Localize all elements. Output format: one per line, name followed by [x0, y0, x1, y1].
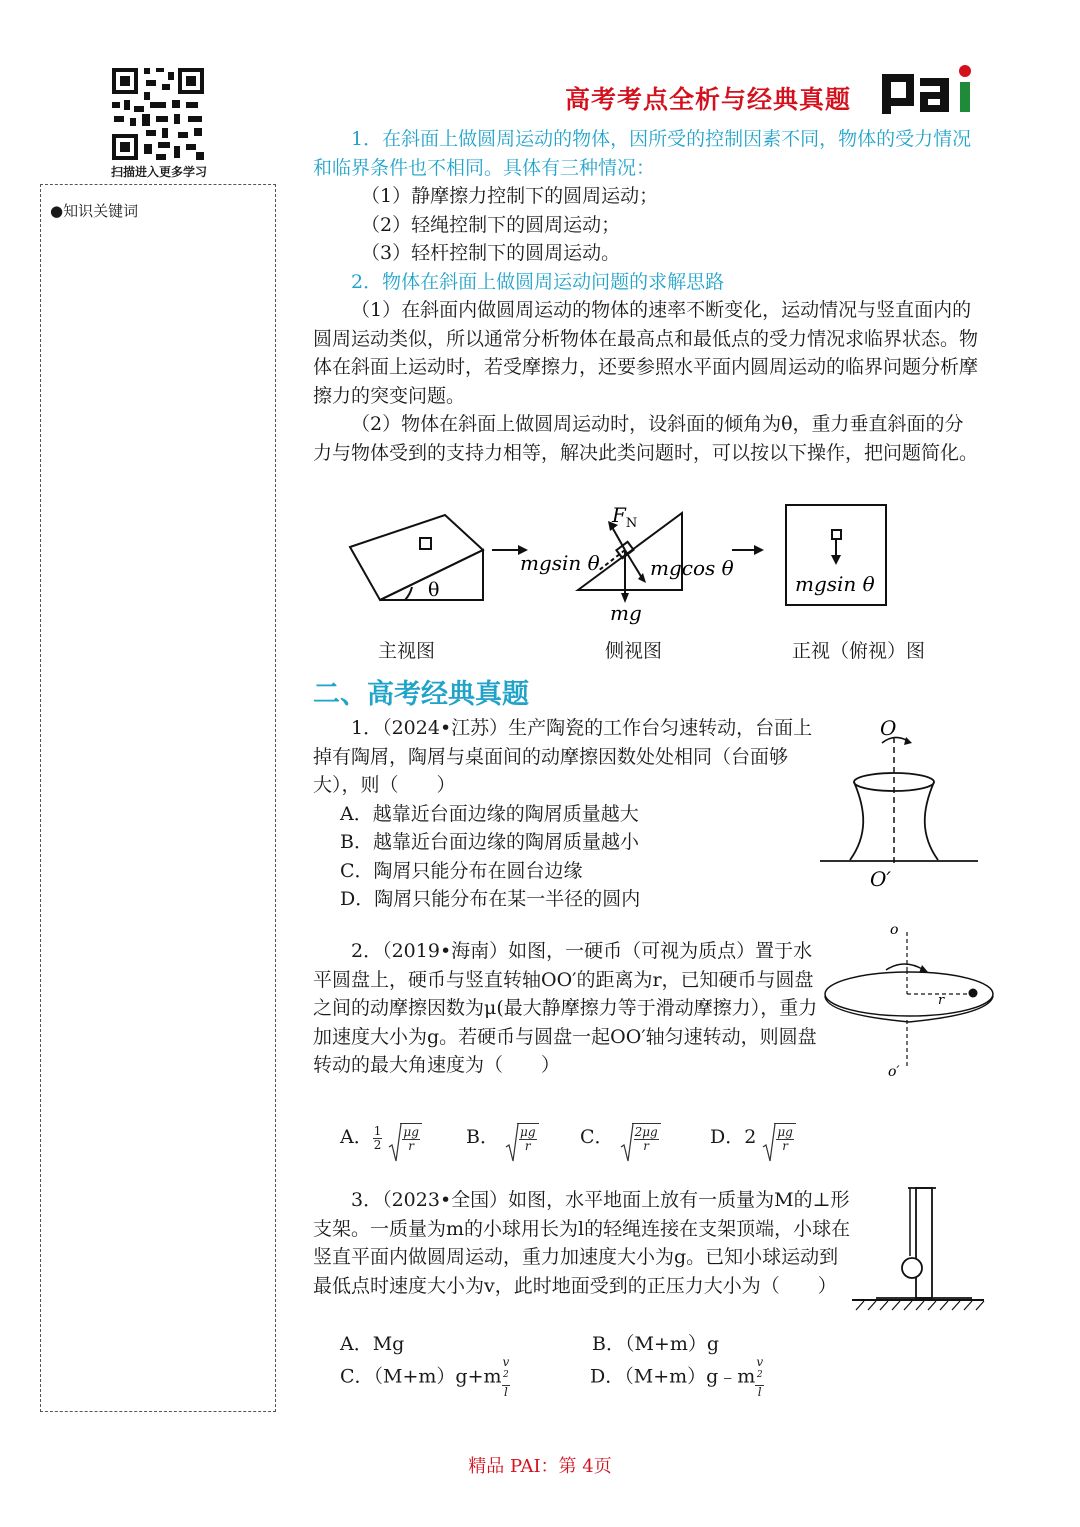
page-footer: 精品 PAI：第 4页	[468, 1456, 612, 1477]
question-2-option-a[interactable]: A． $\frac{1}{2}$ $\frac{\mu g}{r}$	[340, 1122, 422, 1153]
axis-o-prime-label: O′	[870, 867, 891, 891]
caption-main-view: 主视图	[378, 640, 436, 662]
question-3-option-b[interactable]: B．（M+m）g	[592, 1333, 720, 1355]
question-1-option-b[interactable]: B．越靠近台面边缘的陶屑质量越小	[340, 831, 639, 853]
mg-label: mg	[610, 601, 642, 625]
theta-label: θ	[428, 579, 440, 601]
point-2-para-2: （2）物体在斜面上做圆周运动时，设斜面的倾角为θ，重力垂直斜面的分力与物体受到的支持力相等，解决此类问题时，可以按以下操作，把问题简化。	[313, 413, 979, 464]
question-3-figure	[848, 1184, 988, 1320]
question-1-option-d[interactable]: D．陶屑只能分布在某一半径的圆内	[340, 888, 641, 910]
question-3-stem: 3．（2023•全国）如图，水平地面上放有一质量为M的⊥形支架。一质量为m的小球用长为l的轻绳连接在支架顶端，小球在竖直平面内做圆周运动，重力加速度大小为g。已知小球运动到最低点时速度大小为v，此时地面受到的正压力大小为（ ）	[313, 1189, 851, 1297]
question-1-figure	[818, 715, 983, 895]
question-1-stem: 1．（2024•江苏）生产陶瓷的工作台匀速转动，台面上掉有陶屑，陶屑与桌面间的动摩擦因数处处相同（台面够大），则（ ）	[313, 717, 813, 796]
notes-sidebar	[40, 184, 276, 1412]
mgsin-side-label: mgsin θ	[520, 551, 600, 575]
question-3	[313, 1186, 853, 1300]
question-2-option-b[interactable]: B． $\frac{\mu g}{r}$	[466, 1122, 539, 1153]
axis-o-label: O	[880, 716, 897, 740]
question-2-option-c[interactable]: C． $\frac{2\mu g}{r}$	[580, 1122, 661, 1153]
qr-label: 扫描进入更多学习	[110, 165, 207, 179]
question-3-option-d[interactable]: D．（M+m）g﹣m v $^2$ l	[590, 1355, 764, 1399]
caption-front-view: 正视（俯视）图	[792, 640, 926, 662]
radius-label: r	[938, 993, 945, 1008]
point-2-lead: 2．物体在斜面上做圆周运动问题的求解思路	[351, 270, 725, 293]
normal-force-label: $F_N$	[612, 503, 638, 531]
pai-logo	[880, 64, 980, 116]
question-3-option-c[interactable]: C．（M+m）g+m v $^2$ l	[340, 1355, 510, 1399]
axis-o-prime-label: o′	[888, 1064, 900, 1080]
question-1-option-c[interactable]: C．陶屑只能分布在圆台边缘	[340, 859, 583, 882]
question-3-option-a[interactable]: A．Mg	[340, 1333, 405, 1355]
main-text	[313, 125, 978, 467]
question-2-option-d[interactable]: D．2 $\frac{\mu g}{r}$	[710, 1122, 796, 1153]
mgsin-front-label: mgsin θ	[795, 572, 875, 596]
point-1-item: （3）轻杆控制下的圆周运动。	[361, 242, 621, 264]
point-2-para-1: （1）在斜面内做圆周运动的物体的速率不断变化，运动情况与竖直面内的圆周运动类似，所以通常分析物体在最高点和最低点的受力情况求临界状态。物体在斜面上运动时，若受摩擦力，还要参照水平面内圆周运动的临界问题分析摩擦力的突变问题。	[313, 299, 979, 407]
mgcos-label: mgcos θ	[650, 556, 734, 580]
question-1-option-a[interactable]: A．越靠近台面边缘的陶屑质量越大	[340, 802, 639, 825]
incline-force-diagram	[340, 495, 900, 630]
question-1	[313, 714, 823, 914]
qr-code[interactable]	[110, 66, 206, 162]
point-1-lead: 1．在斜面上做圆周运动的物体，因所受的控制因素不同，物体的受力情况和临界条件也不相同。具体有三种情况：	[313, 128, 972, 179]
question-2-stem: 2．（2019•海南）如图，一硬币（可视为质点）置于水平圆盘上，硬币与竖直转轴OO′的距离为r，已知硬币与圆盘之间的动摩擦因数为μ(最大静摩擦力等于滑动摩擦力），重力加速度大小为g。若硬币与圆盘一起OO′轴匀速转动，则圆盘转动的最大角速度为（ ）	[313, 940, 818, 1076]
header-title: 高考考点全析与经典真题	[565, 85, 852, 114]
section-title: 二、高考经典真题	[313, 679, 529, 710]
question-2	[313, 937, 823, 1080]
axis-o-label: o	[890, 922, 899, 938]
sidebar-title: ●知识关键词	[50, 202, 139, 220]
point-1-item: （1）静摩擦力控制下的圆周运动；	[361, 185, 659, 207]
caption-side-view: 侧视图	[605, 640, 663, 662]
question-2-options	[340, 1108, 820, 1156]
point-1-item: （2）轻绳控制下的圆周运动；	[361, 213, 621, 236]
question-2-figure	[818, 918, 1000, 1083]
